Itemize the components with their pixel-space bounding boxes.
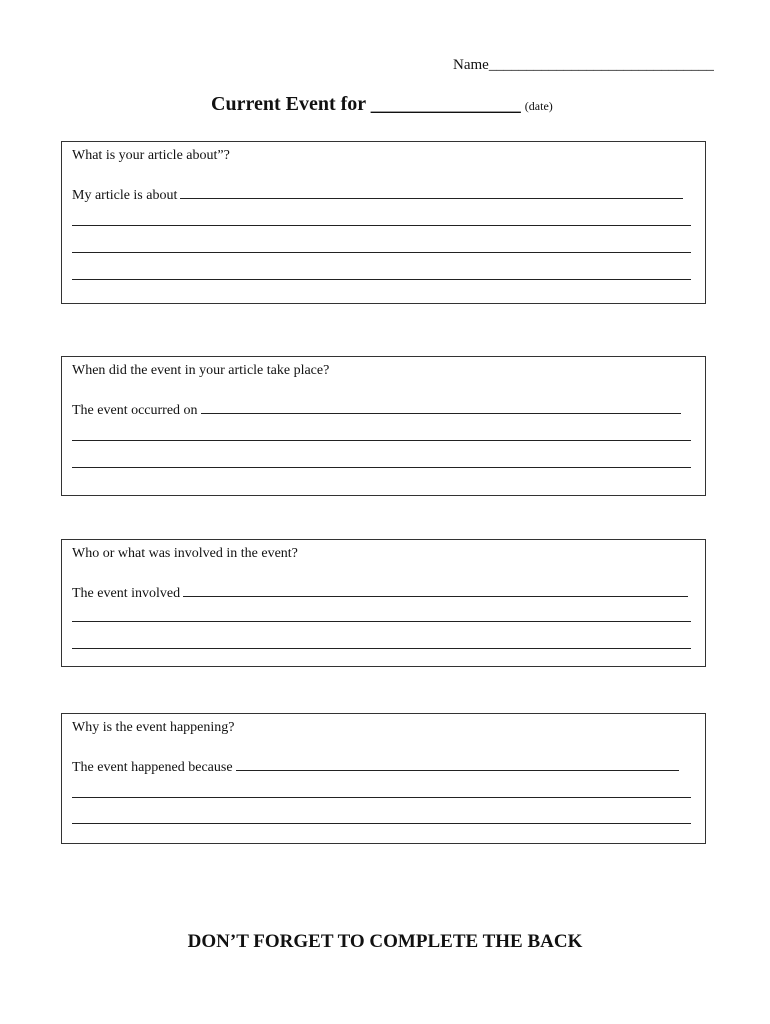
page-title: Current Event for _______________ <box>211 93 521 115</box>
answer-line[interactable] <box>72 252 691 253</box>
date-note: (date) <box>524 99 553 113</box>
answer-underline[interactable] <box>201 399 681 414</box>
answer-line[interactable] <box>72 467 691 468</box>
answer-underline[interactable] <box>236 756 679 771</box>
prompt-label: The event involved <box>72 586 181 601</box>
answer-line[interactable] <box>72 440 691 441</box>
answer-line[interactable] <box>72 797 691 798</box>
title-block <box>211 93 553 116</box>
prompt-label: The event happened because <box>72 760 233 775</box>
name-line[interactable]: Name______________________________ <box>453 57 714 73</box>
answer-line[interactable] <box>72 648 691 649</box>
prompt-article-about[interactable] <box>72 184 683 204</box>
question-event-when: When did the event in your article take place? <box>72 363 330 378</box>
section-event-why <box>61 713 706 844</box>
prompt-event-why[interactable] <box>72 756 679 776</box>
answer-line[interactable] <box>72 225 691 226</box>
prompt-event-who[interactable] <box>72 582 688 602</box>
answer-line[interactable] <box>72 279 691 280</box>
answer-underline[interactable] <box>183 582 688 597</box>
question-article-about: What is your article about”? <box>72 148 230 163</box>
answer-line[interactable] <box>72 823 691 824</box>
prompt-event-when[interactable] <box>72 399 681 419</box>
section-article-about <box>61 141 706 304</box>
answer-line[interactable] <box>72 621 691 622</box>
section-event-when <box>61 356 706 496</box>
answer-underline[interactable] <box>180 184 683 199</box>
prompt-label: My article is about <box>72 188 178 203</box>
question-event-why: Why is the event happening? <box>72 720 235 735</box>
question-event-who: Who or what was involved in the event? <box>72 546 298 561</box>
footer-reminder: DON’T FORGET TO COMPLETE THE BACK <box>187 931 583 952</box>
prompt-label: The event occurred on <box>72 403 198 418</box>
section-event-who <box>61 539 706 667</box>
